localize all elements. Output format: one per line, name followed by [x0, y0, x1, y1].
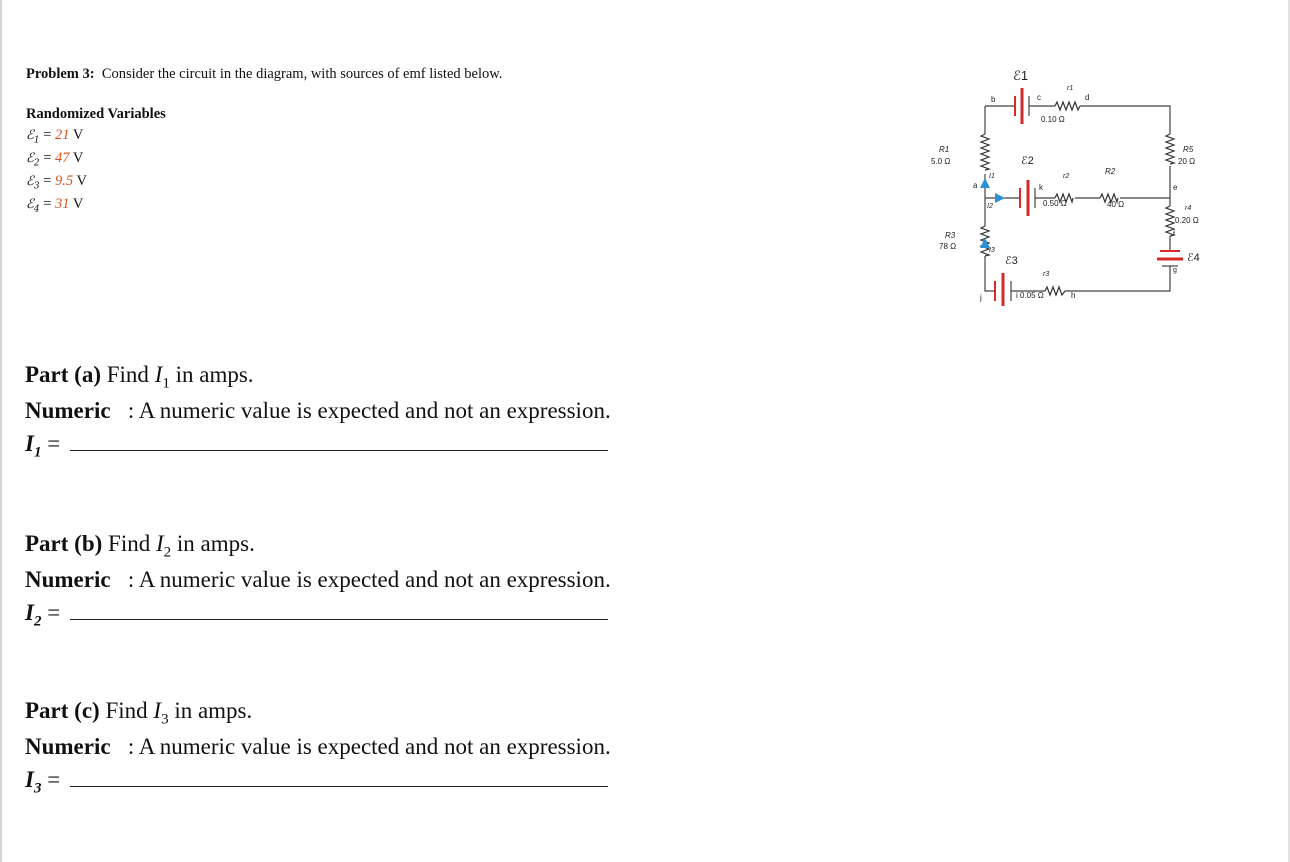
label-r2: r2: [1063, 173, 1070, 180]
label-emf1: ℰ1: [1013, 68, 1029, 83]
label-emf4: ℰ4: [1187, 252, 1200, 264]
batteries: [995, 88, 1183, 306]
page-left-edge: [0, 0, 2, 862]
node-a: a: [973, 181, 978, 190]
value-R2: 40 Ω: [1107, 200, 1125, 209]
label-R1: R1: [939, 145, 950, 154]
part-c-answer-blank[interactable]: [70, 766, 608, 787]
part-c-answer-row: $I_3$ =: [25, 766, 608, 798]
variable-emf3: ℰ$_3$ = 9.5 V: [26, 173, 88, 192]
label-R5: R5: [1183, 145, 1194, 154]
label-emf2: ℰ2: [1021, 155, 1034, 167]
node-i: i: [1016, 291, 1018, 300]
label-r3: r3: [1043, 271, 1050, 278]
variable-emf4: ℰ$_4$ = 31 V: [26, 196, 84, 215]
variables-title: Randomized Variables: [26, 106, 166, 122]
part-b-answer-blank[interactable]: [70, 599, 608, 620]
resistor-r3: [1045, 287, 1065, 295]
value-R1: 5.0 Ω: [931, 157, 951, 166]
part-c-numeric: Numeric : A numeric value is expected and not an expression.: [25, 734, 611, 759]
part-a-numeric: Numeric : A numeric value is expected and not an expression.: [25, 398, 611, 423]
resistor-r1: [1055, 102, 1080, 110]
label-I3: I3: [989, 247, 995, 254]
arrow-I2: [995, 193, 1005, 203]
part-a-answer-blank[interactable]: [70, 430, 608, 451]
node-g: g: [1173, 267, 1177, 274]
part-b-numeric: Numeric : A numeric value is expected and not an expression.: [25, 567, 611, 592]
node-f: f: [1173, 231, 1175, 238]
value-R5: 20 Ω: [1178, 157, 1196, 166]
label-r4: r4: [1185, 205, 1192, 212]
label-I1: I1: [989, 173, 995, 180]
part-b-answer-row: $I_2$ =: [25, 599, 608, 631]
variable-symbol: ℰ$_2$: [26, 151, 40, 169]
value-r2: 0.50 Ω: [1043, 199, 1067, 208]
value-r3: 0.05 Ω: [1020, 291, 1044, 300]
label-emf3: ℰ3: [1005, 255, 1018, 267]
variable-value: 47: [55, 150, 70, 166]
value-R3: 78 Ω: [939, 242, 957, 251]
value-r4: 0.20 Ω: [1175, 216, 1199, 225]
variable-emf2: ℰ$_2$ = 47 V: [26, 150, 84, 169]
node-j: j: [980, 293, 982, 302]
variable-value: 9.5: [55, 173, 74, 189]
variable-symbol: ℰ$_1$: [26, 128, 40, 146]
current-arrows: [980, 178, 1005, 248]
node-h: h: [1071, 291, 1076, 300]
label-I2: I2: [987, 203, 993, 210]
resistor-R5: [1166, 134, 1174, 164]
part-b-title: Part (b) Find $I_2$ in amps.: [25, 531, 255, 561]
node-k: k: [1039, 183, 1043, 192]
variable-symbol: ℰ$_3$: [26, 174, 40, 192]
label-r1: r1: [1067, 85, 1074, 92]
label-R3: R3: [945, 231, 956, 240]
part-a-title: Part (a) Find $I_1$ in amps.: [25, 362, 254, 392]
problem-statement: [26, 66, 502, 83]
node-e: e: [1173, 183, 1178, 192]
part-a-answer-row: $I_1$ =: [25, 430, 608, 462]
node-d: d: [1085, 93, 1090, 102]
problem-text: Consider the circuit in the diagram, with sources of emf listed below.: [101, 66, 503, 82]
node-c: c: [1037, 93, 1041, 102]
circuit-diagram: [925, 66, 1225, 306]
label-R2: R2: [1105, 167, 1116, 176]
problem-label: Problem 3:: [26, 66, 95, 82]
value-r1: 0.10 Ω: [1041, 115, 1065, 124]
node-b: b: [991, 95, 996, 104]
variable-emf1: ℰ$_1$ = 21 V: [26, 127, 84, 146]
variable-value: 21: [55, 127, 70, 143]
part-c-title: Part (c) Find $I_3$ in amps.: [25, 698, 253, 728]
resistor-R1: [981, 134, 989, 170]
variable-value: 31: [55, 196, 70, 212]
variable-symbol: ℰ$_4$: [26, 197, 40, 215]
